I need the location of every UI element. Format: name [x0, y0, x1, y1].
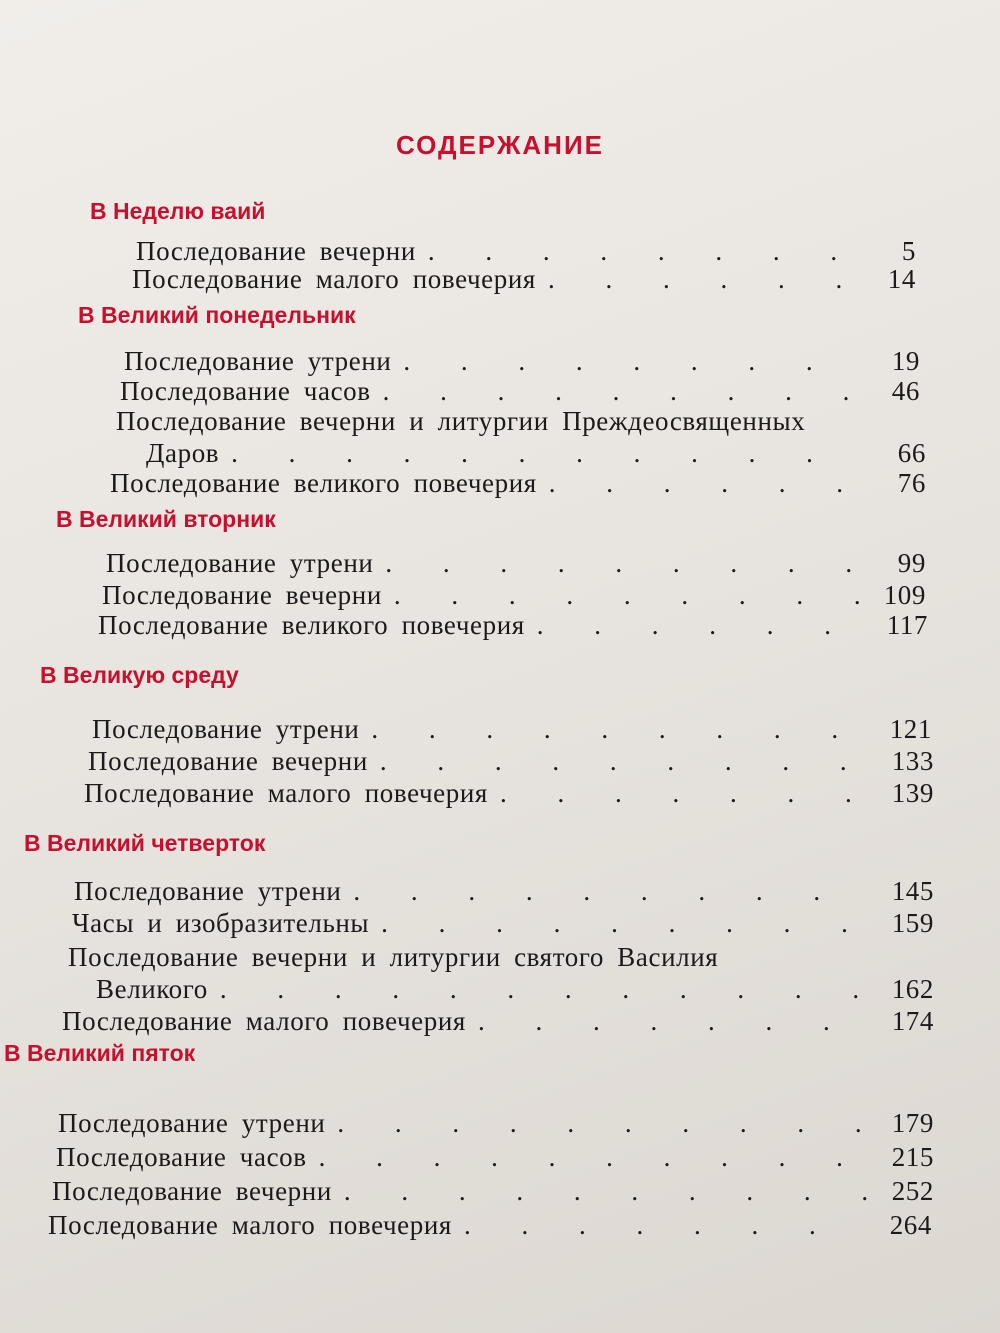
entry-page: 5: [901, 236, 916, 266]
toc-entry: [84, 778, 934, 809]
section-heading: В Неделю ваий: [90, 198, 266, 224]
entry-title: Последование вечерни: [88, 746, 368, 776]
toc-entry: [102, 580, 926, 611]
entry-page: 162: [891, 974, 934, 1004]
leader-dots: [341, 876, 868, 907]
toc-entry: [56, 1142, 934, 1173]
entry-title: Последование вечерни и литургии Преждеосвященных: [116, 406, 806, 436]
entry-title: Последование великого повечерия: [110, 468, 537, 498]
leader-dots: [537, 468, 860, 499]
leader-dots: [219, 438, 860, 469]
entry-page: 252: [891, 1176, 934, 1206]
entry-title: Последование малого повечерия: [62, 1006, 466, 1036]
section-heading: В Великую среду: [40, 662, 239, 688]
toc-entry: [146, 438, 926, 469]
toc-entry: [136, 236, 916, 267]
entry-page: 99: [897, 548, 926, 578]
toc-entry: [48, 1210, 932, 1241]
leader-dots: [416, 236, 850, 267]
entry-page: 109: [883, 580, 926, 610]
toc-entry: [88, 746, 934, 777]
entry-title: Последование утрени: [106, 548, 374, 578]
leader-dots: [373, 548, 860, 579]
toc-entry: [74, 876, 934, 907]
entry-page: 19: [891, 346, 920, 376]
entry-page: 215: [891, 1142, 934, 1172]
entry-title: Последование утрени: [58, 1108, 326, 1138]
entry-page: 174: [891, 1006, 934, 1036]
entry-page: 121: [889, 714, 932, 744]
entry-title: Последование малого повечерия: [132, 264, 536, 294]
leader-dots: [332, 1176, 868, 1207]
entry-title: Последование утрени: [92, 714, 360, 744]
toc-entry: [62, 1006, 934, 1037]
entry-title: Последование часов: [56, 1142, 307, 1172]
entry-title: Последование малого повечерия: [48, 1210, 452, 1240]
toc-entry: [132, 264, 916, 295]
entry-page: 133: [891, 746, 934, 776]
section-heading: В Великий четверток: [24, 830, 266, 856]
entry-title: Последование малого повечерия: [84, 778, 488, 808]
entry-title: Последование вечерни: [136, 236, 416, 266]
toc-entry: [124, 346, 920, 377]
entry-page: 117: [886, 610, 928, 640]
entry-page: 179: [891, 1108, 934, 1138]
entry-title: Последование великого повечерия: [98, 610, 525, 640]
leader-dots: [371, 376, 854, 407]
toc-entry: [96, 974, 934, 1005]
leader-dots: [325, 1108, 868, 1139]
entry-title: Часы и изобразительны: [72, 908, 370, 938]
leader-dots: [307, 1142, 868, 1173]
entry-page: 139: [891, 778, 934, 808]
toc-entry: [58, 1108, 934, 1139]
leader-dots: [368, 746, 868, 777]
leader-dots: [359, 714, 866, 745]
page-title: СОДЕРЖАНИЕ: [396, 130, 604, 160]
entry-page: 46: [891, 376, 920, 406]
entry-page: 264: [889, 1210, 932, 1240]
entry-page: 145: [891, 876, 934, 906]
entry-page: 159: [891, 908, 934, 938]
toc-entry: [106, 548, 926, 579]
entry-page: 66: [897, 438, 926, 468]
toc-entry: [98, 610, 928, 641]
entry-page: 76: [897, 468, 926, 498]
leader-dots: [536, 264, 850, 295]
entry-title: Последование вечерни: [52, 1176, 332, 1206]
entry-title: Последование часов: [120, 376, 371, 406]
leader-dots: [488, 778, 868, 809]
entry-page: 14: [887, 264, 916, 294]
entry-title: Последование вечерни и литургии святого Василия: [68, 942, 719, 972]
section-heading: В Великий понедельник: [78, 302, 356, 328]
toc-entry: [52, 1176, 934, 1207]
leader-dots: [391, 346, 854, 377]
section-heading: В Великий вторник: [56, 506, 276, 532]
leader-dots: [452, 1210, 866, 1241]
section-heading: В Великий пяток: [4, 1040, 196, 1066]
leader-dots: [382, 580, 860, 611]
entry-title: Последование вечерни: [102, 580, 382, 610]
leader-dots: [525, 610, 862, 641]
toc-entry: [72, 908, 934, 939]
leader-dots: [208, 974, 868, 1005]
entry-title-continuation: Даров: [146, 438, 220, 468]
leader-dots: [369, 908, 868, 939]
toc-entry: [120, 376, 920, 407]
leader-dots: [466, 1006, 868, 1037]
entry-title-continuation: Великого: [96, 974, 208, 1004]
entry-title: Последование утрени: [124, 346, 392, 376]
toc-entry: [92, 714, 932, 745]
entry-title: Последование утрени: [74, 876, 342, 906]
toc-entry: [110, 468, 926, 499]
